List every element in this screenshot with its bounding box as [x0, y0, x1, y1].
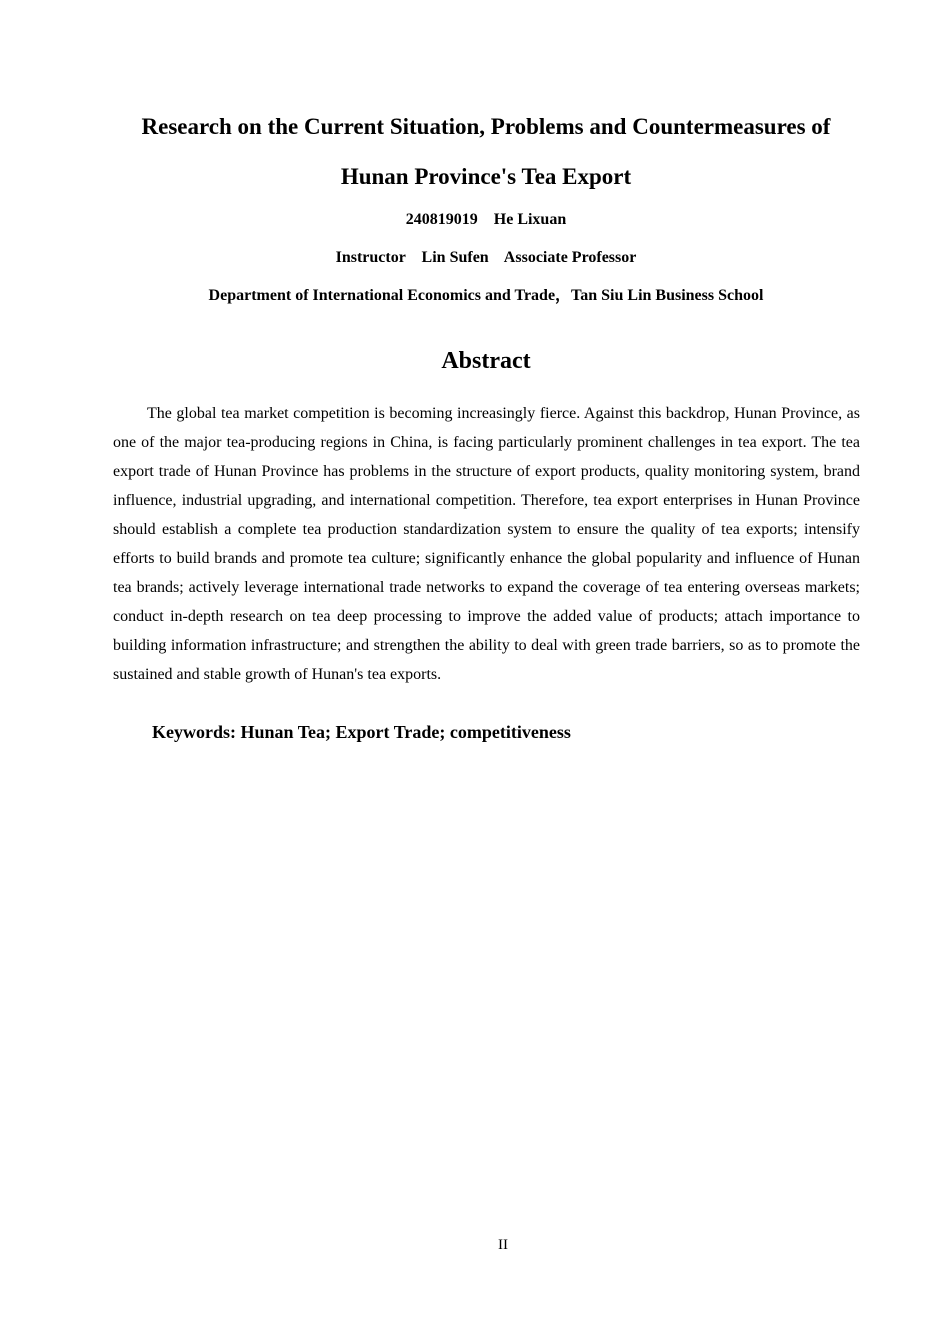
- instructor-info: Instructor Lin Sufen Associate Professor: [335, 249, 637, 266]
- paper-title-line-2: Hunan Province's Tea Export: [340, 164, 632, 189]
- department-info: Department of International Economics and Trade，Tan Siu Lin Business School: [208, 287, 764, 304]
- paper-title-line-1: Research on the Current Situation, Problems and Countermeasures of: [141, 114, 831, 139]
- page-number: II: [498, 1237, 508, 1253]
- abstract-heading: Abstract: [441, 348, 531, 374]
- keywords: Keywords: Hunan Tea; Export Trade; competitiveness: [152, 722, 571, 742]
- abstract-paragraph: The global tea market competition is becoming increasingly fierce. Against this backdrop, Hunan Province, as one of the major tea-producing regions in China, is facing particularly prominent challenges in tea export. The tea export trade of Hunan Province has problems in the structure of export products, quality monitoring system, brand influence, industrial upgrading, and international competition. Therefore, tea export enterprises in Hunan Province should establish a complete tea production standardization system to ensure the quality of tea exports; intensify efforts to build brands and promote tea culture; significantly enhance the global popularity and influence of Hunan tea brands; actively leverage international trade networks to expand the coverage of tea entering overseas markets; conduct in-depth research on tea deep processing to improve the added value of products; attach importance to building information infrastructure; and strengthen the ability to deal with green trade barriers, so as to promote the sustained and stable growth of Hunan's tea exports.: [113, 405, 860, 683]
- student-info: 240819019 He Lixuan: [405, 211, 567, 228]
